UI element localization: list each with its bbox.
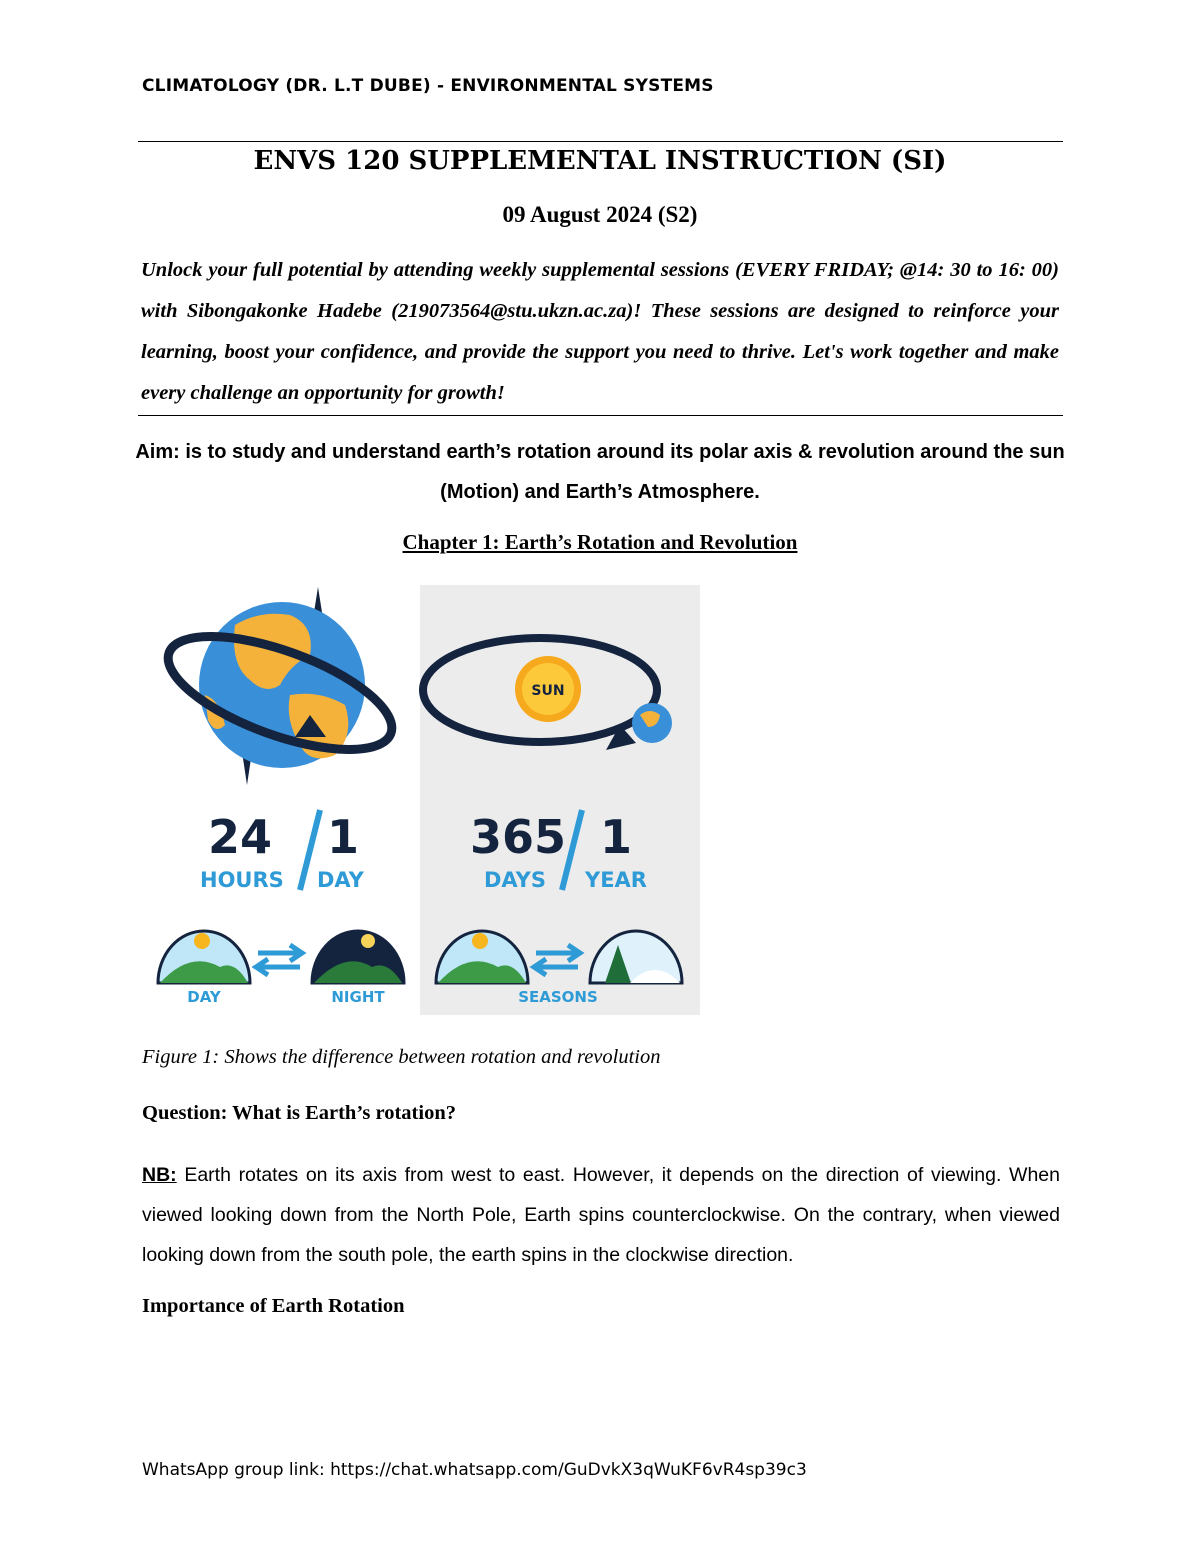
revolution-year-unit: YEAR xyxy=(585,868,647,892)
rotation-day-number: 1 xyxy=(327,810,360,864)
page-title: ENVS 120 SUPPLEMENTAL INSTRUCTION (SI) xyxy=(253,146,947,176)
day-label: DAY xyxy=(187,988,221,1006)
sun-label: SUN xyxy=(531,683,565,699)
rotation-hours-number: 24 xyxy=(208,810,273,864)
day-landscape-icon xyxy=(158,931,250,983)
rotation-revolution-figure xyxy=(140,585,700,1015)
intro-paragraph: Unlock your full potential by attending weekly supplemental sessions (EVERY FRIDAY; @14: 30 to 16: 00) with Sibongakonke Hadebe (219073564@stu.ukzn.ac.za)! These sessions are designed to reinforce your learning, boost your confidence, and provide the support you need to thrive. Let's work together and make every challenge an opportunity for growth! xyxy=(141,259,1059,404)
header-title: CLIMATOLOGY (DR. L.T DUBE) - ENVIRONMENTAL SYSTEMS xyxy=(142,76,714,96)
intro-divider xyxy=(138,415,1063,416)
chapter-heading: Chapter 1: Earth’s Rotation and Revolution xyxy=(402,530,798,554)
importance-heading: Importance of Earth Rotation xyxy=(142,1295,405,1317)
question-heading: Question: What is Earth’s rotation? xyxy=(142,1102,456,1124)
seasons-label: SEASONS xyxy=(518,988,598,1006)
revolution-year-number: 1 xyxy=(600,810,633,864)
aim-statement: Aim: is to study and understand earth’s rotation around its polar axis & revolution around the sun (Motion) and Earth’s Atmosphere. xyxy=(135,441,1065,503)
rotation-hours-unit: HOURS xyxy=(200,868,284,892)
night-landscape-icon xyxy=(312,931,404,983)
nb-text: Earth rotates on its axis from west to east. However, it depends on the direction of viewing. When viewed looking down from the North Pole, Earth spins counterclockwise. On the contrary, when viewed looking down from the south pole, the earth spins in the clockwise direction. xyxy=(142,1164,1060,1266)
rotating-earth-icon xyxy=(155,587,405,785)
rotation-day-unit: DAY xyxy=(317,868,364,892)
night-label: NIGHT xyxy=(331,988,385,1006)
session-date: 09 August 2024 (S2) xyxy=(502,202,698,227)
nb-paragraph xyxy=(142,1155,1060,1275)
revolution-days-unit: DAYS xyxy=(484,868,547,892)
revolution-days-number: 365 xyxy=(470,810,567,864)
top-divider xyxy=(138,141,1063,142)
figure-caption: Figure 1: Shows the difference between rotation and revolution xyxy=(142,1046,661,1068)
whatsapp-link[interactable]: WhatsApp group link: https://chat.whatsapp.com/GuDvkX3qWuKF6vR4sp39c3 xyxy=(142,1460,807,1480)
nb-label: NB: xyxy=(142,1164,177,1186)
